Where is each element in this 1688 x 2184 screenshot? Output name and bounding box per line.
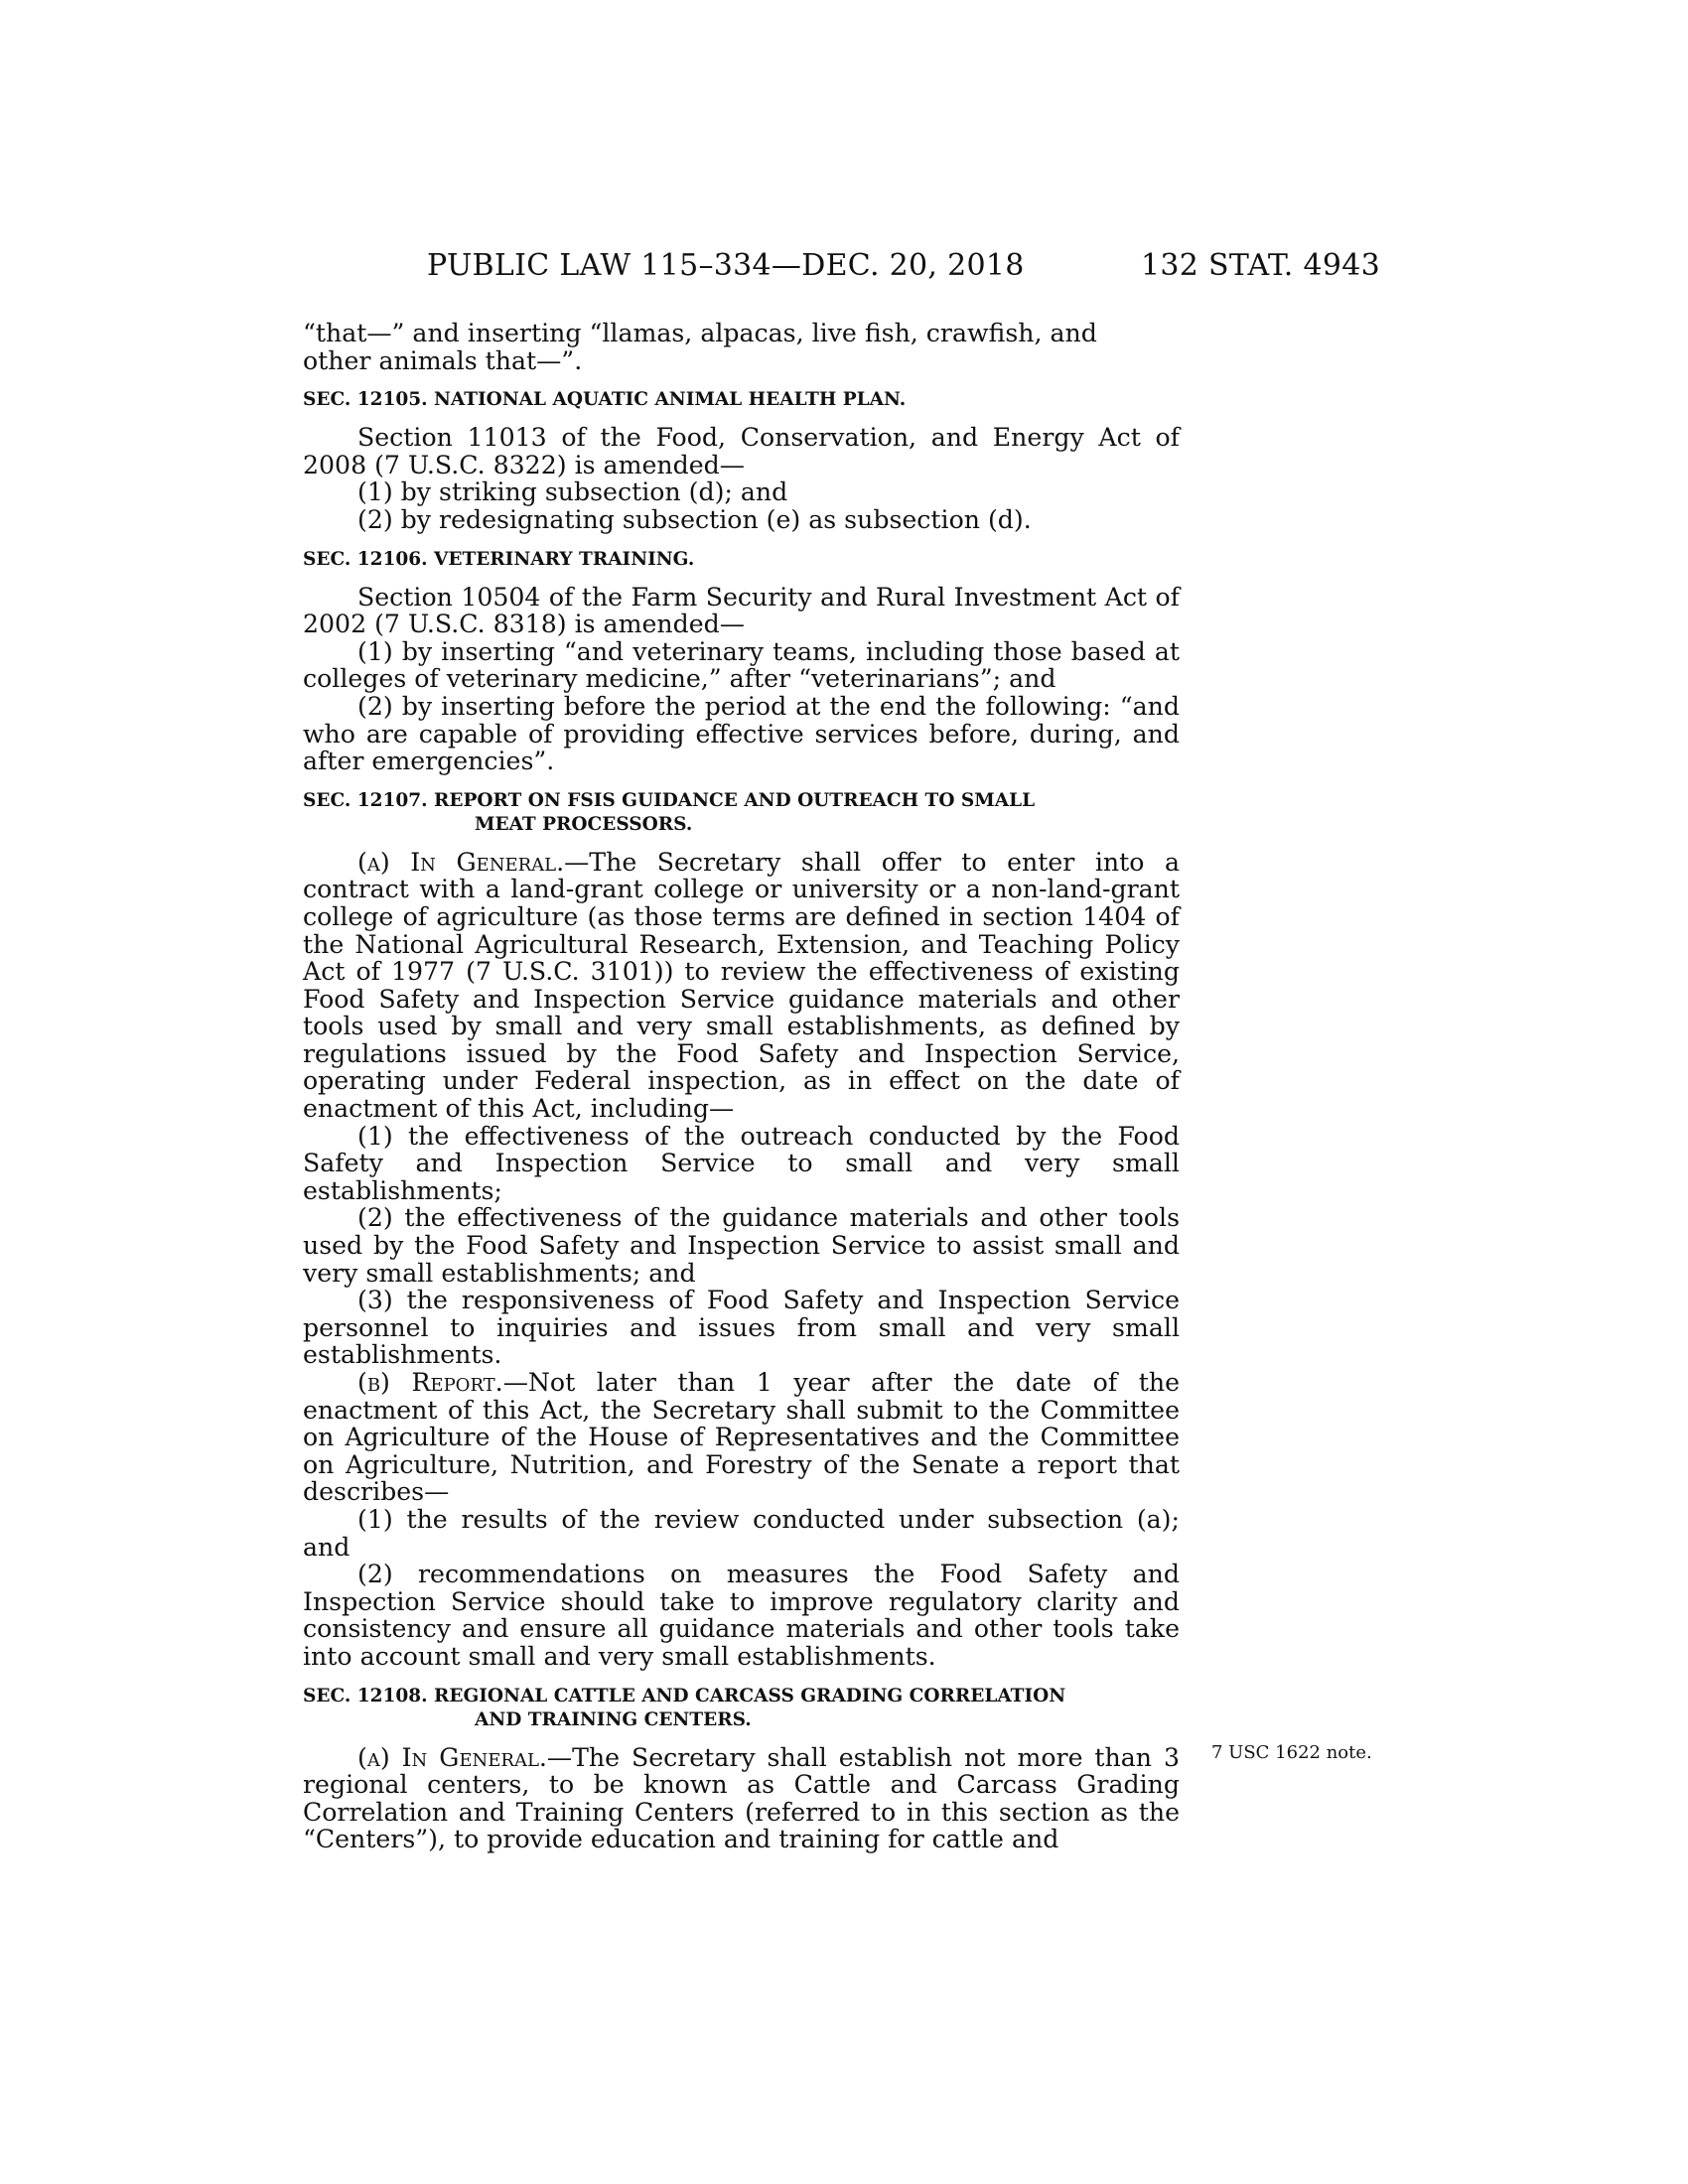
section-12108-subsection-a: [303, 1744, 1180, 1853]
section-12107-heading-line-2: MEAT PROCESSORS.: [475, 813, 693, 835]
public-law-title: PUBLIC LAW 115–334—DEC. 20, 2018: [427, 248, 1025, 283]
intro-line-1: “that—” and inserting “llamas, alpacas, live fish, crawfish, and: [303, 319, 1097, 347]
subsection-a-text: —The Secretary shall offer to enter into a contract with a land-grant college or university or a non-land-grant college of agriculture (as those terms are defined in section 1404 of the National Agricultural Research, Extension, and Teaching Policy Act of 1977 (7 U.S.C. 3101)) to review the effectiveness of existing Food Safety and Inspection Service guidance materials and other tools used by small and very small establishments, as defined by regulations issued by the Food Safety and Inspection Service, operating under Federal inspection, as in effect on the date of enactment of this Act, including—: [303, 847, 1180, 1124]
section-heading-12108: [303, 1685, 1180, 1732]
subsection-b-text: —Not later than 1 year after the date of the enactment of this Act, the Secretary shall submit to the Committee on Agriculture of the House of Representatives and the Committee on Agriculture, Nutrition, and Forestry of the Senate a report that describes—: [303, 1368, 1181, 1507]
section-12105-paragraph: Section 11013 of the Food, Conservation, and Energy Act of 2008 (7 U.S.C. 8322) is amended—: [303, 423, 1180, 479]
section-12105-item-1: (1) by striking subsection (d); and: [357, 478, 788, 507]
section-12108-heading-line-1: SEC. 12108. REGIONAL CATTLE AND CARCASS GRADING CORRELATION: [303, 1685, 1066, 1706]
margin-citation-note: 7 USC 1622 note.: [1211, 1742, 1372, 1763]
section-12107-a-item-2: (2) the effectiveness of the guidance materials and other tools used by the Food Safety and Inspection Service to assist small and very small establishments; and: [303, 1203, 1180, 1288]
document-body: [303, 320, 1180, 1853]
section-12106-item-2: [303, 693, 1180, 775]
section-12107-subsection-a: [303, 849, 1180, 1123]
section-12107-heading-line-1: SEC. 12107. REPORT ON FSIS GUIDANCE AND OUTREACH TO SMALL: [303, 789, 1036, 811]
subsection-a-label: (a) In General.: [357, 847, 565, 877]
section-heading-12107: [303, 789, 1180, 837]
intro-line: [303, 320, 1180, 374]
section-12106-item-1: [303, 638, 1180, 693]
statute-page-number: 132 STAT. 4943: [1141, 248, 1380, 283]
section-12105-item-2: (2) by redesignating subsection (e) as subsection (d).: [357, 504, 1032, 534]
section-12108-a-label: (a) In General.: [357, 1742, 547, 1772]
section-12107-a-item-3: (3) the responsiveness of Food Safety and Inspection Service personnel to inquiries and issues from small and very small establishments.: [303, 1286, 1180, 1370]
section-12107-b-item-2: (2) recommendations on measures the Food Safety and Inspection Service should take to improve regulatory clarity and consistency and ensure all guidance materials and other tools take into account small and very small establishments.: [303, 1560, 1180, 1671]
section-12106-item-1-text: (1) by inserting “and veterinary teams, including those based at colleges of veterinary medicine,” after “veterinarians”; and: [303, 636, 1180, 694]
section-heading-12105: SEC. 12105. NATIONAL AQUATIC ANIMAL HEALTH PLAN.: [303, 389, 907, 411]
subsection-b-label: (b) Report.: [357, 1368, 503, 1397]
section-12107-subsection-b: [303, 1369, 1180, 1506]
section-heading-12106: SEC. 12106. VETERINARY TRAINING.: [303, 548, 695, 570]
section-12107-b-item-1: (1) the results of the review conducted under subsection (a); and: [303, 1504, 1180, 1562]
section-12106-item-2-text: (2) by inserting before the period at the end the following: “and who are capable of providing effective services before, during, and after emergencies”.: [303, 691, 1180, 776]
section-12108-a-text: —The Secretary shall establish not more than 3 regional centers, to be known as Cattle and Carcass Grading Correlation and Training Centers (referred to in this section as the “Centers”), to provide education and training for cattle and: [303, 1742, 1180, 1854]
intro-line-2: other animals that—”.: [303, 345, 583, 375]
section-12107-a-item-1: (1) the effectiveness of the outreach conducted by the Food Safety and Inspection Service to small and very small establishments;: [303, 1121, 1180, 1205]
section-12108-heading-line-2: AND TRAINING CENTERS.: [475, 1708, 752, 1730]
section-12106-paragraph: Section 10504 of the Farm Security and Rural Investment Act of 2002 (7 U.S.C. 8318) is amended—: [303, 582, 1180, 639]
